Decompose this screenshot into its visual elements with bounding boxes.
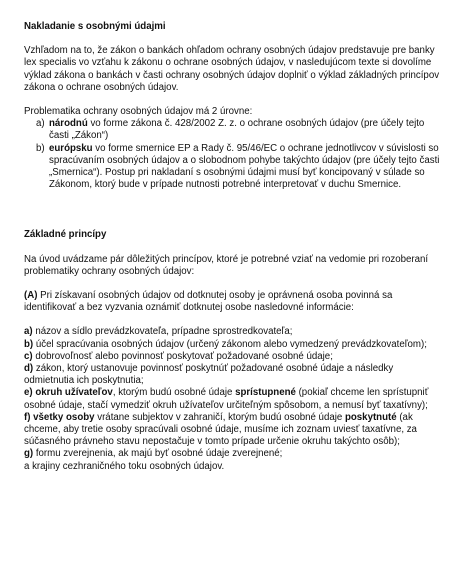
- principle-a-label: (A): [24, 290, 38, 302]
- level-item-national: [24, 118, 443, 142]
- level-item-european: [24, 143, 443, 192]
- info-items: [24, 326, 443, 472]
- principles-intro: Na úvod uvádzame pár dôležitých princípov, ktoré je potrebné vziať na vedomie pri rozoberaní problematiky ochrany osobných údajov:: [24, 253, 429, 277]
- level-text: vo forme zákona č. 428/2002 Z. z. o ochrane osobných údajov (pre účely tejto časti „Zákon“): [49, 118, 425, 142]
- level-bold-label: národnú: [49, 118, 88, 130]
- item-bold-2: poskytnuté: [344, 411, 397, 423]
- list-marker: b): [36, 142, 45, 154]
- principle-a: [24, 290, 443, 314]
- section-heading-principles: Základné princípy: [24, 229, 107, 241]
- item-text-2: (ak chceme, aby tretie osoby spracúvali osobné údaje, musíme ich zoznam uviesť taxatívne, za súčasného právneho stavu nepostačuje v tomto prípade určenie okruhu takýchto osôb);: [24, 411, 417, 448]
- intro-paragraph: Vzhľadom na to, že zákon o bankách ohľadom ochrany osobných údajov predstavuje pre banky lex specialis vo vzťahu k zákonu o ochrane osobných údajov, v nasledujúcom texte si dovolíme výklad zákona o bankách v časti ochrany osobných údajov doplniť o výklad základných princípov zákona o ochrane osobných údajov.: [24, 45, 440, 93]
- levels-list: [24, 118, 443, 191]
- level-text: vo forme smernice EP a Rady č. 95/46/EC o ochrane jednotlivcov v súvislosti so spracúvaním osobných údajov a o slobodnom pohybe takýchto údajov (pre účely tejto časti „Smernica“). Postup pri nakladaní s osobnými údajmi musí byť koncipovaný v súlade so Zákonom, ktorý bude v prípade nutnosti potrebné interpretovať v duchu Smernice.: [49, 142, 440, 191]
- item-label: e): [24, 387, 33, 399]
- item-bold: všetky osoby: [33, 411, 95, 423]
- info-item-b: [24, 339, 443, 351]
- list-marker: a): [36, 118, 45, 130]
- problem-intro: Problematika ochrany osobných údajov má 2 úrovne:: [24, 106, 253, 118]
- item-label: c): [24, 350, 33, 362]
- item-label: g): [24, 448, 34, 460]
- item-text: formu zverejnenia, ak majú byť osobné údaje zverejnené;: [33, 448, 283, 460]
- info-item-g: [24, 448, 443, 460]
- item-label: b): [24, 338, 34, 350]
- item-text: účel spracúvania osobných údajov (určený zákonom alebo vymedzený prevádzkovateľom);: [33, 338, 427, 350]
- item-text: názov a sídlo prevádzkovateľa, prípadne sprostredkovateľa;: [32, 326, 293, 338]
- item-bold-2: sprístupnené: [235, 387, 296, 399]
- item-text: zákon, ktorý ustanovuje povinnosť poskytnúť požadované osobné údaje a následky odmietnutia ich poskytnutia;: [24, 363, 394, 387]
- item-text: , ktorým budú osobné údaje: [112, 387, 236, 399]
- item-text: dobrovoľnosť alebo povinnosť poskytovať požadované osobné údaje;: [32, 350, 333, 362]
- info-item-c: [24, 351, 443, 363]
- level-bold-label: európsku: [49, 142, 93, 154]
- item-bold: okruh užívateľov: [35, 387, 113, 399]
- item-label: a): [24, 326, 33, 338]
- item-text-2: (pokiaľ chceme len sprístupniť osobné údaje, stačí vymedziť okruh užívateľov určiteľným spôsobom, a nemusí byť taxatívny);: [24, 387, 429, 411]
- item-label: d): [24, 363, 34, 375]
- info-item-e: [24, 387, 443, 411]
- item-label: f): [24, 411, 31, 423]
- info-item-g-continued: a krajiny cezhraničného toku osobných údajov.: [24, 460, 225, 472]
- section-heading-personal-data: Nakladanie s osobnými údajmi: [24, 21, 166, 32]
- info-item-f: [24, 412, 443, 449]
- item-text: vrátane subjektov v zahraničí, ktorým budú osobné údaje: [94, 411, 345, 423]
- info-item-a: [24, 326, 443, 338]
- principle-a-text: Pri získavaní osobných údajov od dotknutej osoby je oprávnená osoba povinná sa identifikovať a bez vyzvania oznámiť dotknutej osobe nasledovné informácie:: [24, 290, 393, 314]
- info-item-d: [24, 363, 443, 387]
